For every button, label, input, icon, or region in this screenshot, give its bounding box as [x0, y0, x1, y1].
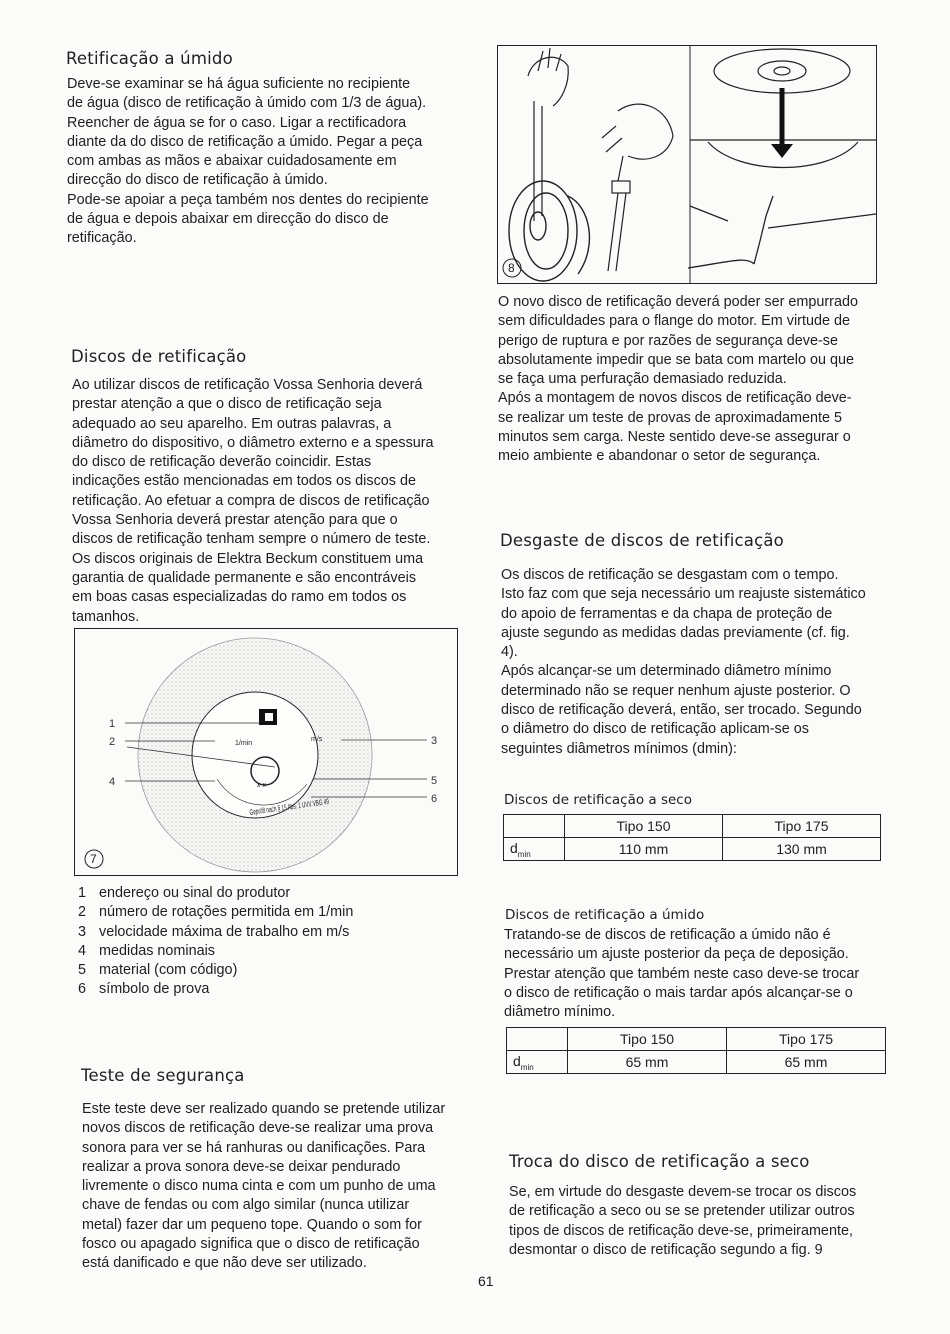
text-line: novos discos de retificação deve-se realizar uma prova	[82, 1120, 434, 1137]
section-heading-wet-grinding: Retificação a úmido	[66, 49, 233, 68]
text-line: sem dificuldades para o flange do motor. Em virtude de	[498, 313, 850, 330]
paragraph-dry-disc-change	[509, 1183, 889, 1260]
legend-item: 5 material (com código)	[78, 962, 238, 979]
paragraph-wet-grinding	[67, 75, 451, 249]
legend-item: 3 velocidade máxima de trabalho em m/s	[78, 923, 350, 940]
text-line: Este teste deve ser realizado quando se pretende utilizar	[82, 1101, 446, 1117]
section-heading-safety-test: Teste de segurança	[81, 1066, 245, 1085]
text-line: Após a montagem de novos discos de retificação deve-	[498, 390, 852, 407]
text-line: Os discos de retificação se desgastam com o tempo.	[501, 567, 839, 583]
section-heading-grinding-discs: Discos de retificação	[71, 347, 247, 366]
hand-holding-strap	[528, 48, 568, 221]
dry-disc-min-diameter-table	[503, 814, 881, 861]
text-line: garantia de qualidade permanente e são encontráveis	[72, 569, 417, 586]
text-line: discos de retificação tenham sempre o número de teste.	[72, 531, 431, 548]
text-line: 4).	[501, 644, 518, 661]
callout-3: 3	[431, 735, 438, 747]
text-line: livremente o disco numa cinta e com um punho de uma	[82, 1178, 436, 1195]
paragraph-safety-test	[82, 1100, 465, 1274]
text-line: retificação. Ao efetuar a compra de discos de retificação	[72, 492, 430, 509]
legend-item: 6 símbolo de prova	[78, 981, 210, 998]
rpm-label: 1/min	[235, 740, 253, 747]
table-row	[507, 1051, 886, 1074]
table-header-type-175: Tipo 175	[723, 815, 881, 838]
page-number: 61	[478, 1273, 494, 1289]
paragraph-grinding-discs	[72, 376, 454, 627]
text-line: Reencher de água se for o caso. Ligar a rectificadora	[67, 114, 407, 131]
text-line: com ambas as mãos e abaixar cuidadosamente em	[67, 153, 397, 170]
table-header-type-175: Tipo 175	[727, 1028, 886, 1051]
text-line: Os discos originais de Elektra Beckum constituem uma	[72, 550, 424, 567]
crack-detail	[688, 196, 876, 268]
figure-8-number: 8	[508, 261, 515, 275]
text-line: direcção do disco de retificação à úmido.	[67, 172, 328, 189]
table-cell: 65 mm	[727, 1051, 886, 1074]
section-heading-dry-disc-change: Troca do disco de retificação a seco	[509, 1152, 810, 1171]
text-line: Prestar atenção que também neste caso deve-se trocar	[504, 965, 860, 982]
table-row	[507, 1028, 886, 1051]
text-line: adequado ao seu aparelho. Em outras palavras, a	[72, 415, 392, 432]
paragraph-disc-wear	[501, 566, 883, 759]
text-line: prestar atenção a que o disco de retificação seja	[72, 396, 382, 413]
ms-label: m/s	[311, 736, 323, 743]
text-line: Isto faz com que seja necessário um reajuste sistemático	[501, 586, 866, 603]
legend-item: 1 endereço ou sinal do produtor	[78, 885, 291, 901]
legend-item: 4 medidas nominais	[78, 942, 215, 959]
text-line: se realizar um teste de provas de aproximadamente 5	[498, 409, 842, 426]
section-heading-disc-wear: Desgaste de discos de retificação	[500, 531, 784, 550]
text-line: o diâmetro do disco de retificação aplicam-se os	[501, 721, 809, 738]
sound-test-illustration	[498, 46, 876, 283]
text-line: de retificação a seco ou se se pretender utilizar outros	[509, 1203, 855, 1220]
text-line: o disco de retificação o mais tardar após alcançar-se o	[504, 984, 853, 1001]
text-line: de água (disco de retificação à úmido com 1/3 de água).	[67, 95, 427, 112]
text-line: em boas casas especializadas do ramo em todos os	[72, 589, 407, 606]
figure-7-legend	[78, 884, 448, 1000]
text-line: Tratando-se de discos de retificação a úmido não é	[504, 927, 831, 943]
text-line: metal) fazer dar um pequeno tope. Quando o som for	[82, 1216, 422, 1233]
table-row-label: $d_{min}$	[504, 838, 565, 861]
text-line: O novo disco de retificação deverá poder ser empurrado	[498, 294, 858, 310]
text-line: de água e depois abaixar em direcção do disco de	[67, 211, 389, 228]
table-cell-empty	[507, 1028, 568, 1051]
figure-7-disc-label	[74, 628, 458, 876]
text-line: se faça uma perfuração demasiado reduzida.	[498, 371, 787, 388]
paragraph-wet-discs	[504, 926, 884, 1022]
text-line: seguintes diâmetros mínimos (dmin):	[501, 740, 737, 757]
text-line: meio ambiente e abandonar o setor de segurança.	[498, 448, 821, 465]
callout-2: 2	[109, 736, 116, 748]
test-mark-label: Geprüft nach § 15 Abs. 1 UVV VBG 49	[249, 788, 387, 817]
wet-disc-min-diameter-table	[506, 1027, 886, 1074]
text-line: absolutamente impedir que se bata com martelo ou que	[498, 351, 854, 368]
disc-bore	[251, 757, 279, 785]
hand-with-screwdriver	[602, 104, 673, 271]
subheading-wet-discs: Discos de retificação a úmido	[505, 907, 705, 923]
text-line: perigo de ruptura e por razões de segurança deve-se	[498, 332, 838, 349]
text-line: diante da do disco de retificação a úmido. Pegar a peça	[67, 133, 423, 150]
text-line: tipos de discos de retificação deve-se, primeiramente,	[509, 1222, 853, 1239]
text-line: minutos sem carga. Neste sentido deve-se assegurar o	[498, 429, 851, 446]
text-line: necessário um ajuste posterior da peça de deposição.	[504, 946, 849, 963]
text-line: indicações estão mencionadas em todos os discos de	[72, 473, 416, 490]
paragraph-mounting	[498, 293, 882, 467]
table-header-type-150: Tipo 150	[565, 815, 723, 838]
text-line: desmontar o disco de retificação segundo a fig. 9	[509, 1241, 823, 1258]
text-line: disco de retificação deverá, então, ser trocado. Segundo	[501, 702, 862, 719]
text-line: Pode-se apoiar a peça também nos dentes do recipiente	[67, 191, 429, 208]
dimension-label: x x	[257, 782, 266, 789]
table-row-label: $d_{min}$	[507, 1051, 568, 1074]
table-cell-empty	[504, 815, 565, 838]
table-row	[504, 838, 881, 861]
legend-item: 2 número de rotações permitida em 1/min	[78, 904, 354, 921]
text-line: do disco de retificação deverão coincidir. Estas	[72, 454, 372, 471]
text-line: chave de fendas ou com algo similar (nunca utilizar	[82, 1197, 410, 1214]
disc-diagram	[75, 629, 457, 875]
text-line: tamanhos.	[72, 608, 140, 625]
callout-6: 6	[431, 793, 438, 805]
subheading-dry-discs: Discos de retificação a seco	[504, 792, 692, 808]
text-line: determinado não se requer nenhum ajuste posterior. O	[501, 682, 851, 699]
disc-label-area	[192, 692, 318, 818]
text-line: diâmetro mínimo.	[504, 1004, 616, 1021]
text-line: sonora para ver se há ranhuras ou danificações. Para	[82, 1139, 426, 1156]
text-line: retificação.	[67, 230, 137, 247]
table-header-type-150: Tipo 150	[568, 1028, 727, 1051]
table-row	[504, 815, 881, 838]
callout-4: 4	[109, 776, 116, 788]
text-line: do apoio de ferramentas e da chapa de proteção de	[501, 605, 833, 622]
text-line: Ao utilizar discos de retificação Vossa Senhoria deverá	[72, 377, 423, 393]
callout-5: 5	[431, 775, 438, 787]
figure-8-sound-test	[497, 45, 877, 284]
text-line: está danificado e que não deve ser utilizado.	[82, 1255, 367, 1272]
table-cell: 65 mm	[568, 1051, 727, 1074]
text-line: Após alcançar-se um determinado diâmetro mínimo	[501, 663, 832, 680]
table-cell: 130 mm	[723, 838, 881, 861]
table-cell: 110 mm	[565, 838, 723, 861]
figure-7-number: 7	[90, 852, 97, 866]
text-line: Deve-se examinar se há água suficiente no recipiente	[67, 76, 411, 92]
text-line: Vossa Senhoria deverá prestar atenção para que o	[72, 512, 398, 529]
text-line: Se, em virtude do desgaste devem-se trocar os discos	[509, 1184, 857, 1200]
callout-1: 1	[109, 718, 116, 730]
text-line: realizar a prova sonora deve-se deixar pendurado	[82, 1158, 401, 1175]
text-line: ajuste segundo as medidas dadas previamente (cf. fig.	[501, 624, 850, 641]
text-line: diâmetro do dispositivo, o diâmetro externo e a spessura	[72, 434, 434, 451]
text-line: fosco ou apagado significa que o disco de retificação	[82, 1236, 420, 1253]
